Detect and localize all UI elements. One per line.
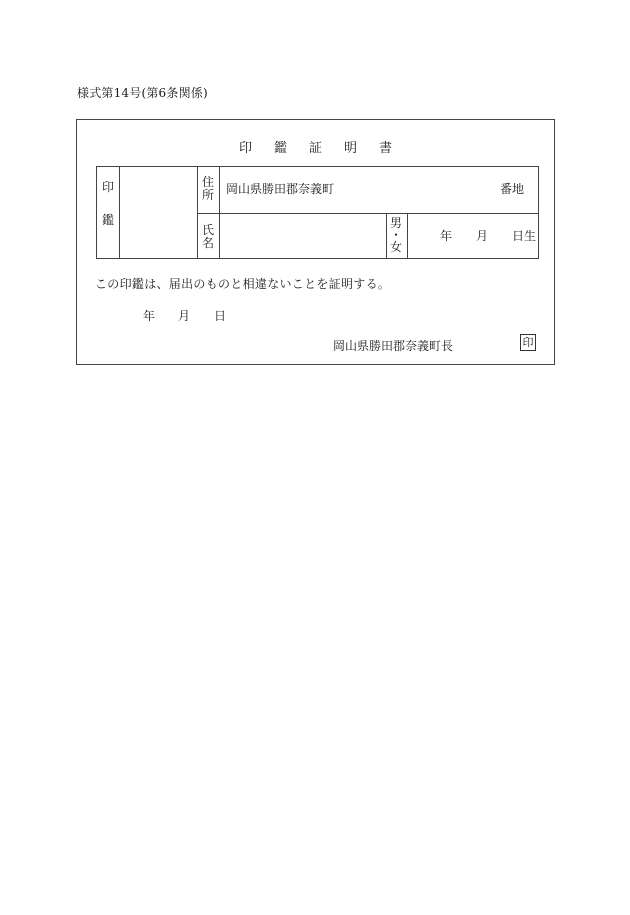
form-number: 様式第14号(第6条関係) — [77, 86, 208, 100]
address-label-line1: 住 — [201, 175, 214, 189]
birth-year-label: 年 — [440, 229, 453, 243]
address-label-line2: 所 — [201, 188, 214, 202]
address-prefix: 岡山県勝田郡奈義町 — [226, 182, 335, 196]
issue-year-label: 年 — [143, 309, 156, 323]
seal-label-bottom: 鑑 — [101, 213, 114, 227]
official-seal-mark: 印 — [520, 334, 536, 351]
birth-day-label: 日生 — [512, 229, 537, 243]
name-label-line1: 氏 — [201, 223, 214, 237]
divider-gender-left — [386, 213, 387, 258]
gender-separator: ・ — [389, 228, 402, 242]
divider-gender-right — [407, 213, 408, 258]
issuer-name: 岡山県勝田郡奈義町長 — [333, 339, 454, 353]
seal-impression-box — [120, 167, 197, 258]
birth-month-label: 月 — [476, 229, 489, 243]
divider-rows — [197, 213, 538, 214]
issue-month-label: 月 — [178, 309, 191, 323]
info-table — [96, 166, 539, 259]
name-label-line2: 名 — [201, 236, 214, 250]
seal-label-top: 印 — [101, 180, 114, 194]
address-suffix: 番地 — [500, 182, 525, 196]
certification-statement: この印鑑は、届出のものと相違ないことを証明する。 — [95, 277, 391, 291]
issue-day-label: 日 — [214, 309, 227, 323]
certificate-frame — [76, 119, 555, 365]
gender-female: 女 — [389, 240, 402, 254]
gender-male: 男 — [389, 216, 402, 230]
certificate-title: 印鑑証明書 — [238, 141, 414, 156]
